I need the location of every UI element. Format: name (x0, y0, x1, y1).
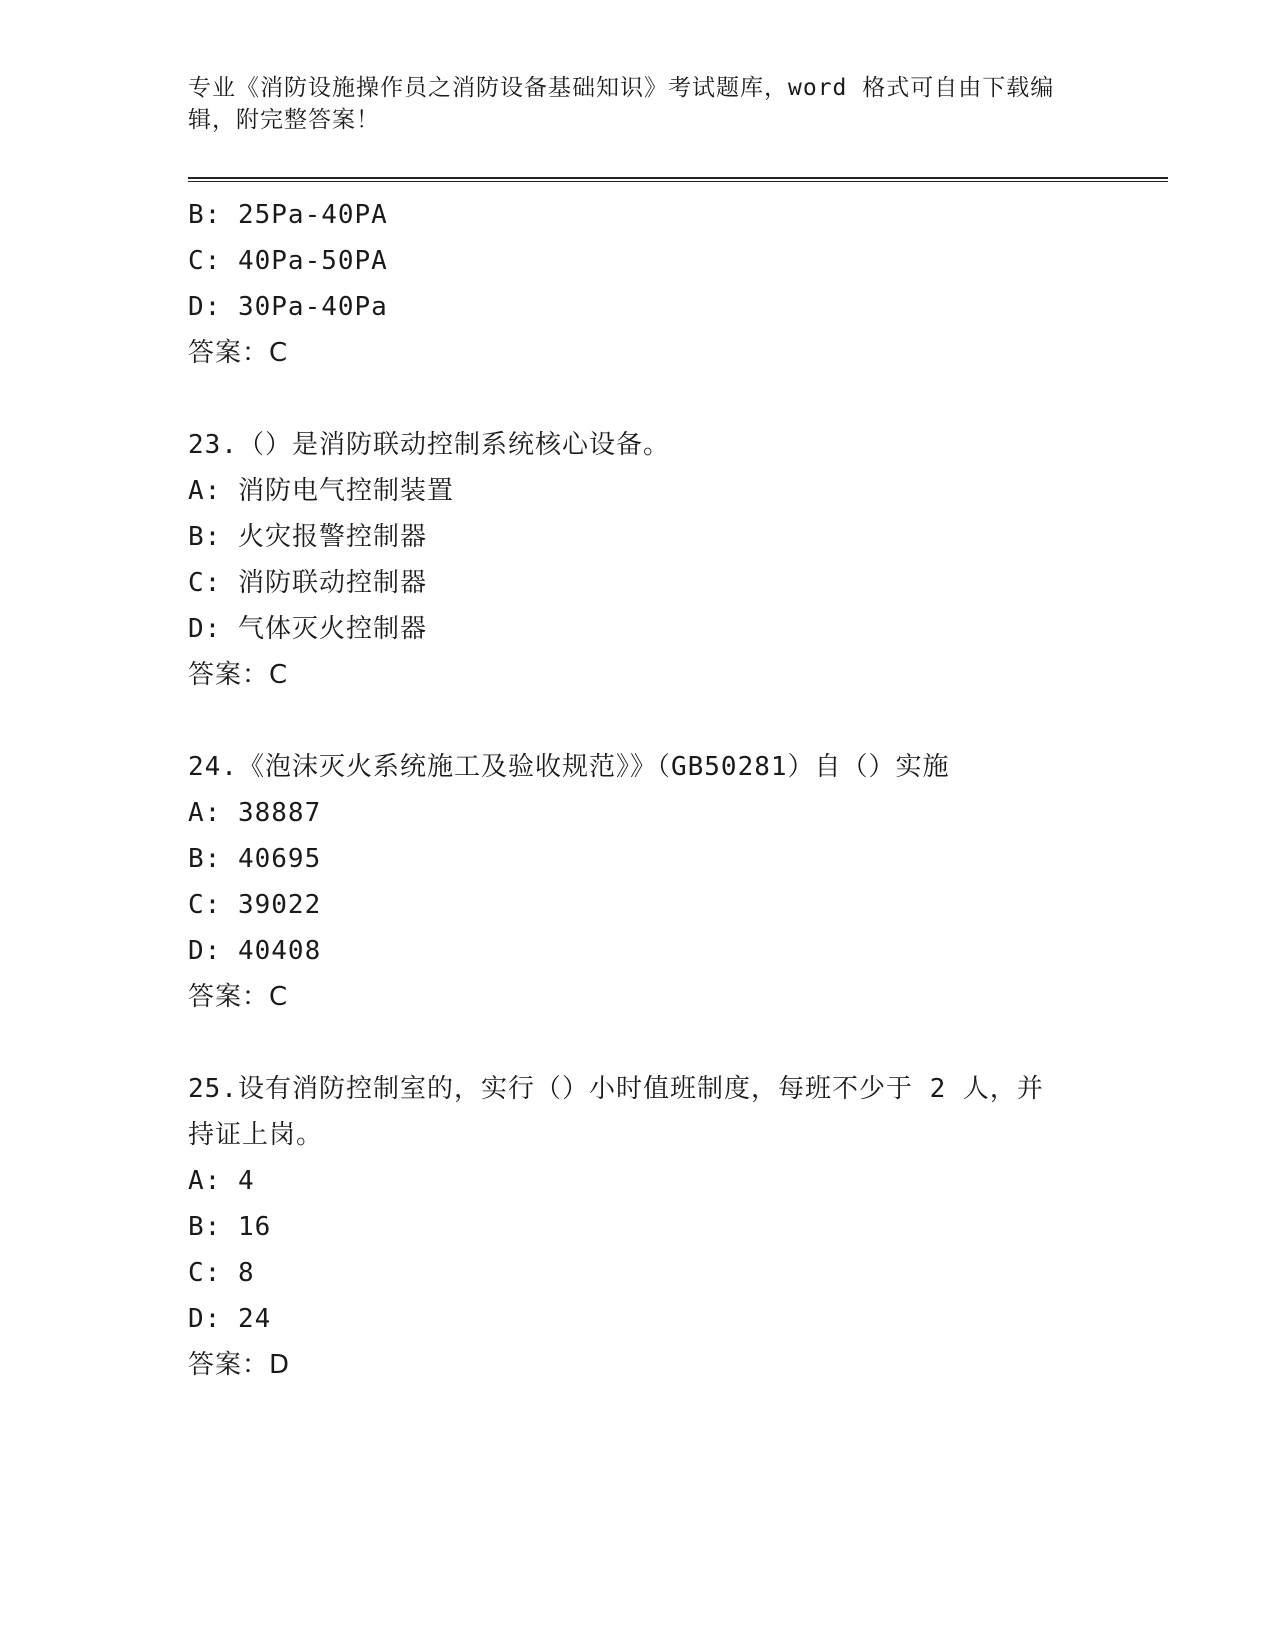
question-25 (188, 1066, 1108, 1388)
option-b: B: 16 (188, 1212, 272, 1242)
option-b: B: 40695 (188, 844, 322, 874)
option-d: D: 24 (188, 1304, 272, 1334)
answer: 答案：C (188, 660, 289, 690)
header-divider (188, 177, 1168, 182)
question-list (188, 192, 1108, 1388)
question-text: 23.（）是消防联动控制系统核心设备。 (188, 430, 670, 460)
question-text: 25.设有消防控制室的，实行（）小时值班制度，每班不少于 2 人，并持证上岗。 (188, 1074, 1044, 1150)
option-c: C: 8 (188, 1258, 255, 1288)
answer: 答案：D (188, 1350, 291, 1380)
question-text: 24.《泡沫灭火系统施工及验收规范》》（GB50281）自（）实施 (188, 752, 950, 782)
question-22 (188, 192, 1108, 376)
option-a: A: 38887 (188, 798, 322, 828)
option-b: B: 25Pa-40PA (188, 200, 388, 230)
option-d: D: 40408 (188, 936, 322, 966)
answer: 答案：C (188, 982, 289, 1012)
option-a: A: 4 (188, 1166, 255, 1196)
option-d: D: 气体灭火控制器 (188, 614, 427, 644)
option-c: C: 消防联动控制器 (188, 568, 427, 598)
answer: 答案：C (188, 338, 289, 368)
option-d: D: 30Pa-40Pa (188, 292, 388, 322)
document-header: 专业《消防设施操作员之消防设备基础知识》考试题库，word 格式可自由下载编辑，附完整答案！ (188, 75, 1055, 133)
option-b: B: 火灾报警控制器 (188, 522, 427, 552)
option-a: A: 消防电气控制装置 (188, 476, 454, 506)
option-c: C: 40Pa-50PA (188, 246, 388, 276)
option-c: C: 39022 (188, 890, 322, 920)
question-24 (188, 744, 1108, 1020)
question-23 (188, 422, 1108, 698)
